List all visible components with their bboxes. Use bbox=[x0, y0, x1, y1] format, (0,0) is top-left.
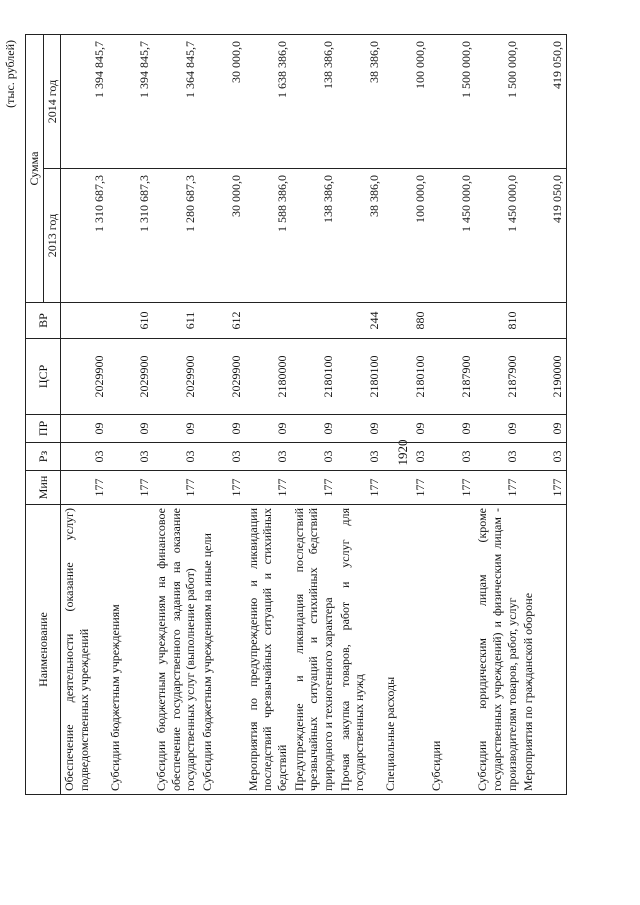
row-2014-cell: 1 638 386,0 bbox=[245, 34, 291, 168]
row-name-cell: Субсидии бюджетным учреждениям на финансовое обеспечение государственного задания на оказание государственных услуг (выполнение работ) bbox=[153, 505, 199, 795]
table-row bbox=[474, 34, 520, 794]
row-min-cell: 177 bbox=[199, 471, 245, 505]
row-csr-cell: 2029900 bbox=[153, 339, 199, 415]
row-pr-cell: 09 bbox=[382, 415, 428, 443]
row-vr-cell bbox=[61, 303, 107, 339]
row-rz-cell: 03 bbox=[382, 443, 428, 471]
row-pr-cell: 09 bbox=[153, 415, 199, 443]
row-2014-cell: 138 386,0 bbox=[291, 34, 337, 168]
row-min-cell: 177 bbox=[382, 471, 428, 505]
table-row bbox=[291, 34, 337, 794]
row-pr-cell: 09 bbox=[474, 415, 520, 443]
row-min-cell: 177 bbox=[337, 471, 383, 505]
table-row bbox=[107, 34, 153, 794]
table-row bbox=[382, 34, 428, 794]
budget-table bbox=[25, 34, 567, 795]
row-vr-cell bbox=[291, 303, 337, 339]
row-2014-cell: 1 394 845,7 bbox=[61, 34, 107, 168]
header-min: Мин bbox=[26, 471, 61, 505]
row-name-cell: Субсидии бюджетным учреждениям bbox=[107, 505, 153, 795]
row-2013-cell: 38 386,0 bbox=[337, 169, 383, 303]
row-name-cell: Субсидии bbox=[428, 505, 474, 795]
header-2014: 2014 год bbox=[43, 34, 61, 168]
row-min-cell: 177 bbox=[61, 471, 107, 505]
row-min-cell: 177 bbox=[474, 471, 520, 505]
row-csr-cell: 2029900 bbox=[107, 339, 153, 415]
row-2013-cell: 1 588 386,0 bbox=[245, 169, 291, 303]
table-row bbox=[245, 34, 291, 794]
row-pr-cell: 09 bbox=[245, 415, 291, 443]
row-vr-cell bbox=[520, 303, 566, 339]
header-name: Наименование bbox=[26, 505, 61, 795]
row-rz-cell: 03 bbox=[337, 443, 383, 471]
row-min-cell: 177 bbox=[520, 471, 566, 505]
row-csr-cell: 2029900 bbox=[199, 339, 245, 415]
row-rz-cell: 03 bbox=[107, 443, 153, 471]
units-label: (тыс. рублей) bbox=[3, 40, 17, 108]
table-row bbox=[428, 34, 474, 794]
row-2013-cell: 138 386,0 bbox=[291, 169, 337, 303]
header-csr: ЦСР bbox=[26, 339, 61, 415]
row-2014-cell: 38 386,0 bbox=[337, 34, 383, 168]
row-vr-cell: 611 bbox=[153, 303, 199, 339]
header-sum: Сумма bbox=[26, 34, 44, 302]
row-2014-cell: 100 000,0 bbox=[382, 34, 428, 168]
row-2014-cell: 419 050,0 bbox=[520, 34, 566, 168]
row-rz-cell: 03 bbox=[61, 443, 107, 471]
row-2013-cell: 1 310 687,3 bbox=[61, 169, 107, 303]
table-body bbox=[61, 34, 567, 794]
row-csr-cell: 2190000 bbox=[520, 339, 566, 415]
row-name-cell: Мероприятия по гражданской обороне bbox=[520, 505, 566, 795]
row-rz-cell: 03 bbox=[153, 443, 199, 471]
header-2013: 2013 год bbox=[43, 169, 61, 303]
row-name-cell: Предупреждение и ликвидация последствий чрезвычайных ситуаций и стихийных бедствий природного и техногенного характера bbox=[291, 505, 337, 795]
table-row bbox=[520, 34, 566, 794]
row-2014-cell: 1 500 000,0 bbox=[474, 34, 520, 168]
row-2013-cell: 1 450 000,0 bbox=[474, 169, 520, 303]
row-vr-cell bbox=[428, 303, 474, 339]
row-name-cell: Субсидии бюджетным учреждениям на иные цели bbox=[199, 505, 245, 795]
row-2013-cell: 1 450 000,0 bbox=[428, 169, 474, 303]
row-pr-cell: 09 bbox=[428, 415, 474, 443]
row-2013-cell: 419 050,0 bbox=[520, 169, 566, 303]
row-2013-cell: 1 280 687,3 bbox=[153, 169, 199, 303]
row-pr-cell: 09 bbox=[520, 415, 566, 443]
row-name-cell: Субсидии юридическим лицам (кроме государственных учреждений) и физическим лицам - производителям товаров, работ, услуг bbox=[474, 505, 520, 795]
row-csr-cell: 2180000 bbox=[245, 339, 291, 415]
row-min-cell: 177 bbox=[428, 471, 474, 505]
row-min-cell: 177 bbox=[107, 471, 153, 505]
row-csr-cell: 2180100 bbox=[291, 339, 337, 415]
table-row bbox=[61, 34, 107, 794]
row-2014-cell: 1 500 000,0 bbox=[428, 34, 474, 168]
row-rz-cell: 03 bbox=[474, 443, 520, 471]
row-rz-cell: 03 bbox=[291, 443, 337, 471]
table-row bbox=[199, 34, 245, 794]
row-2013-cell: 30 000,0 bbox=[199, 169, 245, 303]
row-vr-cell: 880 bbox=[382, 303, 428, 339]
row-pr-cell: 09 bbox=[337, 415, 383, 443]
table-header bbox=[26, 34, 61, 794]
row-2013-cell: 1 310 687,3 bbox=[107, 169, 153, 303]
row-name-cell: Обеспечение деятельности (оказание услуг) подведомственных учреждений bbox=[61, 505, 107, 795]
row-name-cell: Прочая закупка товаров, работ и услуг для государственных нужд bbox=[337, 505, 383, 795]
row-vr-cell: 244 bbox=[337, 303, 383, 339]
row-vr-cell: 810 bbox=[474, 303, 520, 339]
row-pr-cell: 09 bbox=[199, 415, 245, 443]
header-vr: ВР bbox=[26, 303, 61, 339]
row-csr-cell: 2180100 bbox=[382, 339, 428, 415]
row-min-cell: 177 bbox=[245, 471, 291, 505]
row-rz-cell: 03 bbox=[520, 443, 566, 471]
row-vr-cell: 610 bbox=[107, 303, 153, 339]
row-csr-cell: 2029900 bbox=[61, 339, 107, 415]
row-vr-cell bbox=[245, 303, 291, 339]
row-rz-cell: 03 bbox=[428, 443, 474, 471]
row-pr-cell: 09 bbox=[107, 415, 153, 443]
row-2014-cell: 30 000,0 bbox=[199, 34, 245, 168]
row-min-cell: 177 bbox=[153, 471, 199, 505]
header-rz: Рз bbox=[26, 443, 61, 471]
row-name-cell: Специальные расходы bbox=[382, 505, 428, 795]
row-pr-cell: 09 bbox=[61, 415, 107, 443]
row-min-cell: 177 bbox=[291, 471, 337, 505]
row-name-cell: Мероприятия по предупреждению и ликвидации последствий чрезвычайных ситуаций и стихийных бедствий bbox=[245, 505, 291, 795]
page-number: 1920 bbox=[395, 439, 410, 466]
row-csr-cell: 2180100 bbox=[337, 339, 383, 415]
table-row bbox=[337, 34, 383, 794]
row-2014-cell: 1 364 845,7 bbox=[153, 34, 199, 168]
table-row bbox=[153, 34, 199, 794]
row-rz-cell: 03 bbox=[199, 443, 245, 471]
row-2014-cell: 1 394 845,7 bbox=[107, 34, 153, 168]
row-2013-cell: 100 000,0 bbox=[382, 169, 428, 303]
row-csr-cell: 2187900 bbox=[474, 339, 520, 415]
row-rz-cell: 03 bbox=[245, 443, 291, 471]
row-vr-cell: 612 bbox=[199, 303, 245, 339]
row-pr-cell: 09 bbox=[291, 415, 337, 443]
row-csr-cell: 2187900 bbox=[428, 339, 474, 415]
header-pr: ПР bbox=[26, 415, 61, 443]
